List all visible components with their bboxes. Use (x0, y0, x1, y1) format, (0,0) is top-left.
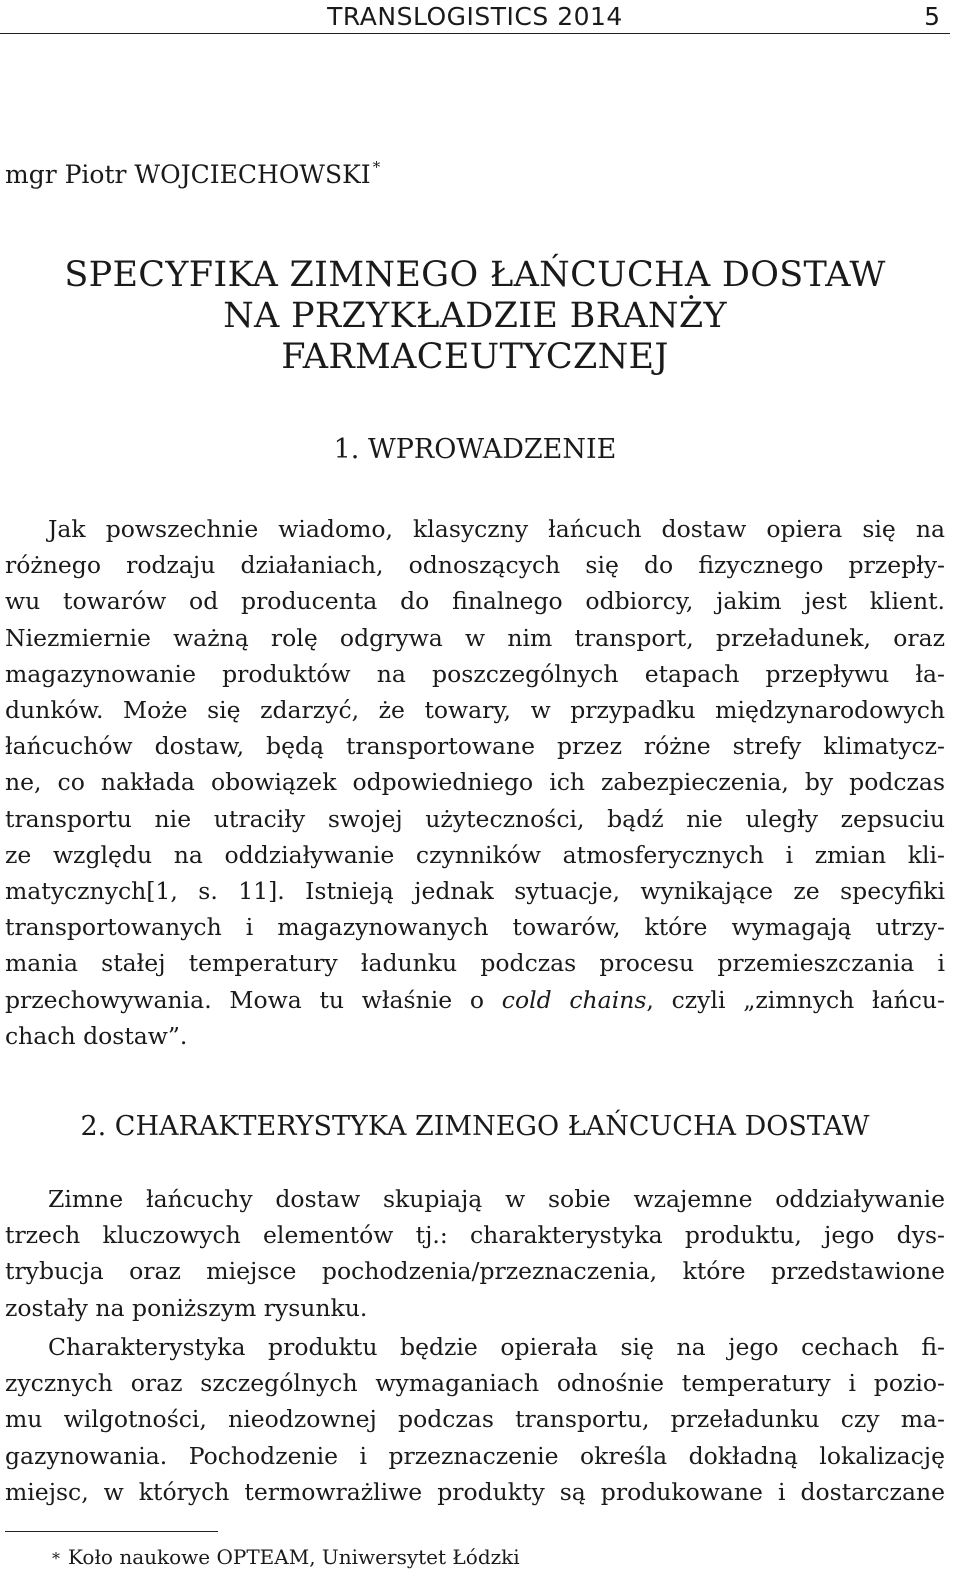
characteristics-paragraph-1 (5, 1181, 945, 1326)
introduction-paragraph (5, 511, 945, 1054)
text-line: dunków. Może się zdarzyć, że towary, w przypadku międzynarodowych (5, 696, 945, 725)
text-line: zostały na poniższym rysunku. (5, 1293, 368, 1322)
page-number: 5 (924, 2, 940, 31)
text-line: chach dostaw”. (5, 1021, 188, 1050)
text-fragment: przechowywania. Mowa tu właśnie o (5, 985, 485, 1014)
section-heading-characteristics: 2. CHARAKTERYSTYKA ZIMNEGO ŁAŃCUCHA DOSTAW (80, 1111, 870, 1142)
text-line: Zimne łańcuchy dostaw skupiają w sobie wzajemne oddziaływanie (48, 1185, 945, 1213)
text-line: gazynowania. Pochodzenie i przeznaczenie określa dokładną lokalizację (5, 1441, 945, 1470)
text-line: łańcuchów dostaw, będą transportowane przez różne strefy klimatycz- (5, 732, 945, 761)
text-line: Niezmiernie ważną rolę odgrywa w nim transport, przeładunek, oraz (5, 623, 945, 652)
text-line: trybucja oraz miejsce pochodzenia/przeznaczenia, które przedstawione (5, 1257, 945, 1286)
author-footnote-marker: * (372, 158, 381, 176)
text-line: Jak powszechnie wiadomo, klasyczny łańcuch dostaw opiera się na (48, 515, 945, 543)
text-line: różnego rodzaju działaniach, odnoszących się do fizycznego przepły- (5, 551, 945, 580)
title-line: SPECYFIKA ZIMNEGO ŁAŃCUCHA DOSTAW (64, 255, 886, 295)
italic-term: cold chains (501, 985, 647, 1014)
footnote-marker: * (52, 1549, 60, 1568)
text-line: trzech kluczowych elementów tj.: charakterystyka produktu, jego dys- (5, 1221, 945, 1250)
characteristics-paragraph-2 (5, 1329, 945, 1510)
text-line: transportu nie utraciły swojej użyteczności, bądź nie uległy zepsuciu (5, 804, 945, 833)
text-line: wu towarów od producenta do finalnego odbiorcy, jakim jest klient. (5, 587, 945, 616)
text-line: Charakterystyka produktu będzie opierała się na jego cechach fi- (48, 1333, 945, 1361)
author-line (5, 150, 380, 192)
text-line: mu wilgotności, nieodzownej podczas transportu, przeładunku czy ma- (5, 1405, 945, 1434)
text-line: transportowanych i magazynowanych towarów, które wymagają utrzy- (5, 913, 945, 942)
text-line: ze względu na oddziaływanie czynników atmosferycznych i zmian kli- (5, 840, 945, 869)
text-line: ne, co nakłada obowiązek odpowiedniego ich zabezpieczenia, by podczas (5, 768, 945, 797)
title-line: NA PRZYKŁADZIE BRANŻY (223, 296, 727, 336)
journal-title: TRANSLOGISTICS 2014 (327, 2, 623, 31)
footnote-rule (5, 1531, 218, 1532)
section-heading-introduction: 1. WPROWADZENIE (333, 434, 617, 465)
paper-title (0, 255, 950, 378)
text-line: mania stałej temperatury ładunku podczas procesu przemieszczania i (5, 949, 945, 978)
footnote-text: Koło naukowe OPTEAM, Uniwersytet Łódzki (68, 1545, 520, 1569)
running-header (0, 0, 950, 34)
title-line: FARMACEUTYCZNEJ (281, 337, 669, 377)
author-name: mgr Piotr WOJCIECHOWSKI (5, 160, 371, 189)
text-line: zycznych oraz szczególnych wymaganiach odnośnie temperatury i pozio- (5, 1369, 945, 1398)
text-line: miejsc, w których termowrażliwe produkty są produkowane i dostarczane (5, 1477, 945, 1506)
footnote (52, 1543, 520, 1573)
text-line: magazynowanie produktów na poszczególnych etapach przepływu ła- (5, 659, 945, 688)
text-line: matycznych[1, s. 11]. Istnieją jednak sytuacje, wynikające ze specyfiki (5, 877, 945, 906)
text-fragment: , czyli „zimnych łańcu- (646, 985, 945, 1014)
text-line-with-italic (5, 982, 945, 1018)
